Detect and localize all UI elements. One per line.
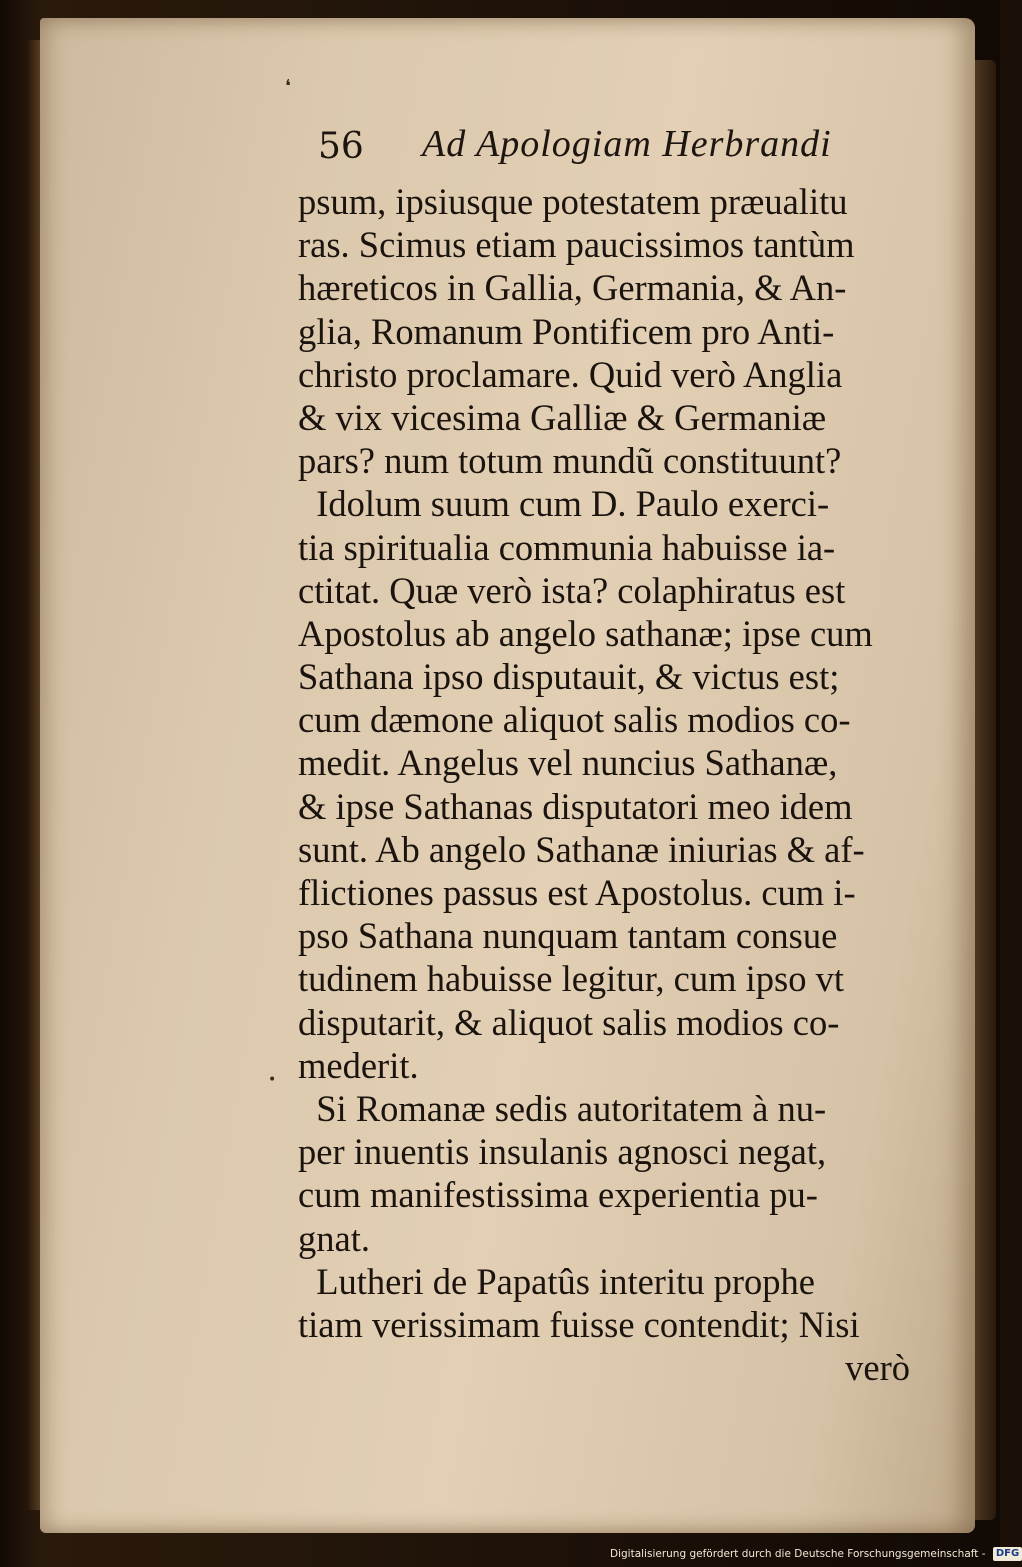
text-line: glia, Romanum Pontificem pro Anti- bbox=[298, 310, 835, 352]
text-line: mederit. bbox=[298, 1044, 419, 1086]
text-line: tudinem habuisse legitur, cum ipso vt bbox=[298, 958, 844, 1000]
text-line: cum dæmone aliquot salis modios co- bbox=[298, 699, 851, 741]
text-line: pars? num totum mundũ constituunt? bbox=[298, 440, 842, 482]
ink-speck: • bbox=[268, 1072, 277, 1088]
page-number: 56 bbox=[318, 126, 364, 167]
text-line: Idolum suum cum D. Paulo exerci- bbox=[298, 483, 830, 525]
text-line: & vix vicesima Galliæ & Germaniæ bbox=[298, 396, 827, 438]
text-line: Si Romanæ sedis autoritatem à nu- bbox=[298, 1087, 827, 1129]
text-line: sunt. Ab angelo Sathanæ iniurias & af- bbox=[298, 828, 865, 870]
text-line: medit. Angelus vel nuncius Sathanæ, bbox=[298, 742, 838, 784]
text-line: Sathana ipso disputauit, & victus est; bbox=[298, 656, 840, 698]
text-line: flictiones passus est Apostolus. cum i- bbox=[298, 872, 856, 913]
text-line: Lutheri de Papatûs interitu prophe bbox=[298, 1260, 815, 1302]
text-line: tiam verissimam fuisse contendit; Nisi bbox=[298, 1303, 860, 1345]
text-line: cum manifestissima experientia pu- bbox=[298, 1174, 818, 1216]
text-line: tia spiritualia communia habuisse ia- bbox=[298, 526, 836, 568]
running-head bbox=[318, 122, 848, 172]
text-line: hæreticos in Gallia, Germania, & An- bbox=[298, 267, 847, 309]
text-line: Apostolus ab angelo sathanæ; ipse cum bbox=[298, 612, 873, 654]
footer-credit bbox=[610, 1547, 1022, 1565]
text-line: & ipse Sathanas disputatori meo idem bbox=[298, 785, 853, 827]
ink-speck: ❛ bbox=[285, 76, 291, 97]
dfg-logo: DFG bbox=[993, 1547, 1022, 1561]
text-line: ctitat. Quæ verò ista? colaphiratus est bbox=[298, 569, 846, 611]
body-text bbox=[298, 180, 918, 1389]
text-line: pso Sathana nunquam tantam consue bbox=[298, 915, 838, 957]
text-line: psum, ipsiusque potestatem præualitu bbox=[298, 181, 848, 222]
running-title: Ad Apologiam Herbrandi bbox=[422, 123, 832, 165]
catchword: verò bbox=[845, 1347, 910, 1389]
text-line: per inuentis insulanis agnosci negat, bbox=[298, 1131, 827, 1173]
text-line: disputarit, & aliquot salis modios co- bbox=[298, 1001, 840, 1043]
text-line: gnat. bbox=[298, 1217, 370, 1259]
text-line: christo proclamare. Quid verò Anglia bbox=[298, 353, 843, 395]
footer-credit-text: Digitalisierung gefördert durch die Deutsche Forschungsgemeinschaft - bbox=[610, 1548, 986, 1560]
text-line: ras. Scimus etiam paucissimos tantùm bbox=[298, 224, 855, 266]
